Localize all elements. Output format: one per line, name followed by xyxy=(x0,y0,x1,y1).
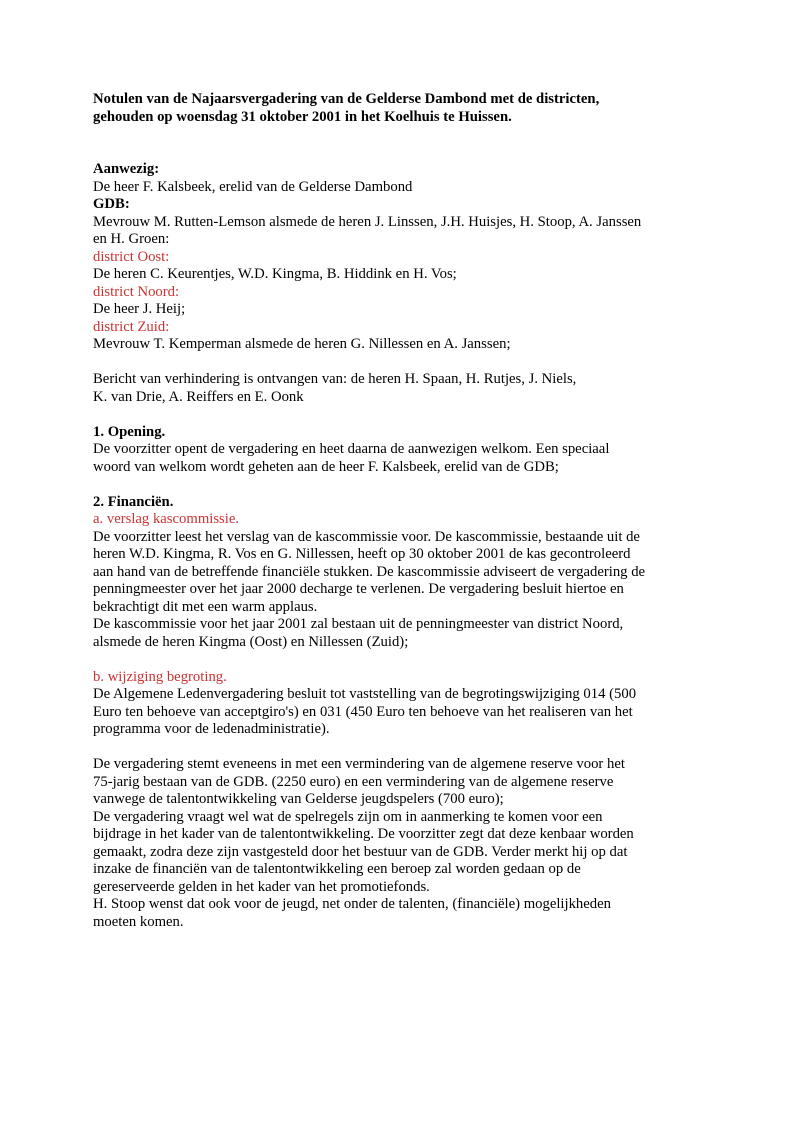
attendance-section xyxy=(93,161,697,354)
section-2-sub-b-par1-line-2: Euro ten behoeve van acceptgiro's) en 031 (450 Euro ten behoeve van het realiseren van het xyxy=(93,703,633,720)
section-2-sub-b-par2-line-3: vanwege de talentontwikkeling van Gelderse jeugdspelers (700 euro); xyxy=(93,791,504,807)
spacer-before-section-2 xyxy=(93,476,697,494)
spacer-before-apologies xyxy=(93,354,697,372)
district-oost-members: De heren C. Keurentjes, W.D. Kingma, B. Hiddink en H. Vos; xyxy=(93,266,457,282)
section-2-sub-b-label: b. wijziging begroting. xyxy=(93,668,227,685)
section-2-sub-a-par1-line-3: aan hand van de betreffende financiële stukken. De kascommissie adviseert de vergadering de xyxy=(93,563,646,580)
title-line-2: gehouden op woensdag 31 oktober 2001 in het Koelhuis te Huissen. xyxy=(93,108,512,125)
section-1-line-1: De voorzitter opent de vergadering en heet daarna de aanwezigen welkom. Een speciaal xyxy=(93,441,610,457)
spacer-before-sub-b-par2 xyxy=(93,739,697,757)
section-2-sub-a-par2-line-2: alsmede de heren Kingma (Oost) en Nillessen (Zuid); xyxy=(93,633,409,650)
section-2-sub-b-par2-line-10: moeten komen. xyxy=(93,913,184,930)
section-2-sub-b-par2-line-9: H. Stoop wenst dat ook voor de jeugd, net onder de talenten, (financiële) mogelijkheden xyxy=(93,896,611,912)
section-2-sub-a-par1-line-1: De voorzitter leest het verslag van de kascommissie voor. De kascommissie, bestaande uit de xyxy=(93,528,640,545)
section-2-sub-b-par2-line-4: De vergadering vraagt wel wat de spelregels zijn om in aanmerking te komen voor een xyxy=(93,808,603,825)
attendance-honorary-member: De heer F. Kalsbeek, erelid van de Gelderse Dambond xyxy=(93,178,413,195)
spacer-before-sub-b xyxy=(93,651,697,669)
apologies-line-2: K. van Drie, A. Reiffers en E. Oonk xyxy=(93,388,304,405)
attendance-gdb-members-line-1: Mevrouw M. Rutten-Lemson alsmede de heren J. Linssen, J.H. Huisjes, H. Stoop, A. Janssen xyxy=(93,213,642,230)
district-oost-label: district Oost: xyxy=(93,248,170,265)
district-zuid-members: Mevrouw T. Kemperman alsmede de heren G. Nillessen en A. Janssen; xyxy=(93,336,511,352)
section-2-sub-a-par1-line-5: bekrachtigt dit met een warm applaus. xyxy=(93,598,318,615)
section-1-heading: 1. Opening. xyxy=(93,423,166,440)
apologies-section xyxy=(93,371,697,406)
section-2-sub-b-par2-line-5: bijdrage in het kader van de talentontwikkeling. De voorzitter zegt dat deze kenbaar worden xyxy=(93,826,634,842)
section-2-sub-b xyxy=(93,669,697,739)
district-noord-label: district Noord: xyxy=(93,283,180,300)
apologies-line-1: Bericht van verhindering is ontvangen van: de heren H. Spaan, H. Rutjes, J. Niels, xyxy=(93,371,577,387)
attendance-gdb-members-line-2: en H. Groen: xyxy=(93,231,170,247)
section-2-sub-b-par1-line-1: De Algemene Ledenvergadering besluit tot vaststelling van de begrotingswijziging 014 (500 xyxy=(93,686,637,702)
section-2-sub-b-par2-line-6: gemaakt, zodra deze zijn vastgesteld door het bestuur van de GDB. Verder merkt hij op dat xyxy=(93,843,628,860)
section-2-sub-a-par2-line-1: De kascommissie voor het jaar 2001 zal bestaan uit de penningmeester van district Noord, xyxy=(93,616,624,632)
spacer-after-title xyxy=(93,126,697,161)
section-2-sub-b-par2-line-1: De vergadering stemt eveneens in met een vermindering van de algemene reserve voor het xyxy=(93,756,625,772)
district-zuid-label: district Zuid: xyxy=(93,318,170,335)
section-2-sub-b-par2-line-2: 75-jarig bestaan van de GDB. (2250 euro) en een vermindering van de algemene reserve xyxy=(93,773,614,790)
attendance-heading: Aanwezig: xyxy=(93,161,160,177)
section-2-sub-a-label: a. verslag kascommissie. xyxy=(93,511,240,527)
section-1-line-2: woord van welkom wordt geheten aan de heer F. Kalsbeek, erelid van de GDB; xyxy=(93,458,559,475)
section-2-sub-b-par2-line-8: gereserveerde gelden in het kader van het promotiefonds. xyxy=(93,878,430,895)
section-2-sub-a-par1-line-2: heren W.D. Kingma, R. Vos en G. Nillessen, heeft op 30 oktober 2001 de kas gecontroleerd xyxy=(93,546,631,562)
title-line-1: Notulen van de Najaarsvergadering van de Gelderse Dambond met de districten, xyxy=(93,91,600,107)
section-2-heading: 2. Financiën. xyxy=(93,493,174,510)
attendance-gdb-heading: GDB: xyxy=(93,196,130,212)
district-noord-members: De heer J. Heij; xyxy=(93,301,186,317)
section-2-financien xyxy=(93,494,697,652)
spacer-before-section-1 xyxy=(93,406,697,424)
document-title xyxy=(93,91,697,126)
document-body xyxy=(93,91,697,931)
section-1-opening xyxy=(93,424,697,477)
section-2-sub-a-par1-line-4: penningmeester over het jaar 2000 decharge te verlenen. De vergadering besluit hiertoe en xyxy=(93,581,624,597)
section-2-sub-b-par1-line-3: programma voor de ledenadministratie). xyxy=(93,721,330,737)
section-2-sub-b-par2-line-7: inzake de financiën van de talentontwikkeling een beroep zal worden gedaan op de xyxy=(93,861,581,877)
section-2-sub-b-paragraph-2 xyxy=(93,756,697,931)
